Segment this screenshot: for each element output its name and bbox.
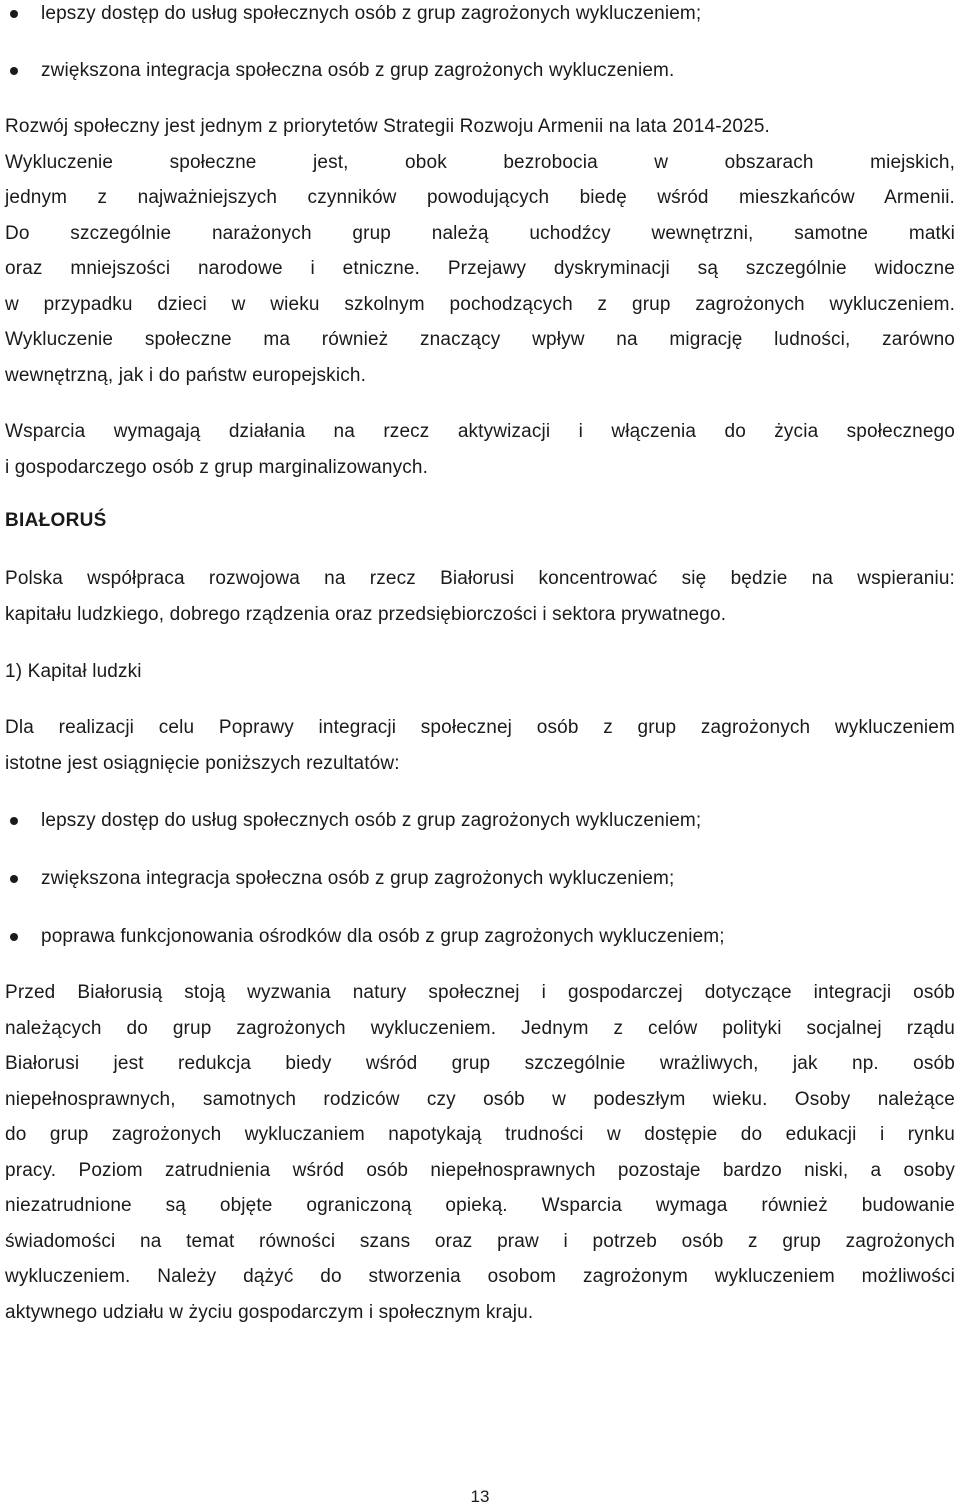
paragraph-line: Do szczególnie narażonych grup należą uchodźcy wewnętrzni, samotne matki [5, 222, 955, 244]
paragraph-line: oraz mniejszości narodowe i etniczne. Przejawy dyskryminacji są szczególnie widoczne [5, 258, 955, 279]
list-item-text: lepszy dostęp do usług społecznych osób z grup zagrożonych wykluczeniem; [41, 810, 702, 831]
paragraph-line: wykluczeniem. Należy dążyć do stworzenia osobom zagrożonym wykluczeniem możliwości [5, 1266, 955, 1287]
page-number: 13 [470, 1487, 490, 1506]
list-item-text: poprawa funkcjonowania ośrodków dla osób z grup zagrożonych wykluczeniem; [41, 926, 725, 947]
paragraph-line: do grup zagrożonych wykluczaniem napotykają trudności w dostępie do edukacji i rynku [5, 1124, 955, 1145]
paragraph-line: niezatrudnione są objęte ograniczoną opieką. Wsparcia wymaga również budowanie [5, 1195, 955, 1216]
goal-paragraph [5, 710, 955, 781]
list-item-text: lepszy dostęp do usług społecznych osób z grup zagrożonych wykluczeniem; [41, 3, 702, 24]
bullet-icon [10, 10, 18, 18]
paragraph-line: Dla realizacji celu Poprawy integracji społecznej osób z grup zagrożonych wykluczeniem [5, 717, 955, 738]
paragraph-line: kapitału ludzkiego, dobrego rządzenia oraz przedsiębiorczości i sektora prywatnego. [5, 603, 727, 625]
list-item [0, 803, 960, 839]
belarus-intro-paragraph [5, 561, 955, 632]
list-item [0, 53, 960, 89]
paragraph-line: należących do grup zagrożonych wykluczeniem. Jednym z celów polityki socjalnej rządu [5, 1017, 955, 1039]
bullet-icon [10, 933, 18, 941]
paragraph-line: niepełnosprawnych, samotnych rodziców czy osób w podeszłym wieku. Osoby należące [5, 1088, 955, 1110]
paragraph-line: wewnętrzną, jak i do państw europejskich. [5, 364, 366, 386]
paragraph-line: i gospodarczego osób z grup marginalizowanych. [5, 456, 429, 478]
list-item [0, 0, 960, 32]
support-paragraph [5, 414, 955, 485]
paragraph-line: aktywnego udziału w życiu gospodarczym i społecznym kraju. [5, 1301, 534, 1323]
paragraph-line: Wykluczenie społeczne ma również znaczący wpływ na migrację ludności, zarówno [5, 329, 955, 350]
paragraph-line: świadomości na temat równości szans oraz praw i potrzeb osób z grup zagrożonych [5, 1230, 955, 1252]
subsection-heading: 1) Kapitał ludzki [5, 661, 142, 682]
paragraph-line: Rozwój społeczny jest jednym z priorytetów Strategii Rozwoju Armenii na lata 2014-2025. [5, 116, 770, 137]
paragraph-line: pracy. Poziom zatrudnienia wśród osób niepełnosprawnych pozostaje bardzo niski, a osoby [5, 1159, 955, 1181]
paragraph-line: Przed Białorusią stoją wyzwania natury społecznej i gospodarczej dotyczące integracji osób [5, 982, 955, 1003]
list-item-text: zwiększona integracja społeczna osób z grup zagrożonych wykluczeniem. [41, 60, 675, 81]
paragraph-line: jednym z najważniejszych czynników powodujących biedę wśród mieszkańców Armenii. [5, 187, 955, 208]
paragraph-line: Polska współpraca rozwojowa na rzecz Białorusi koncentrować się będzie na wspieraniu: [5, 568, 955, 589]
paragraph-line: istotne jest osiągnięcie poniższych rezultatów: [5, 752, 400, 774]
closing-paragraph [5, 975, 955, 1330]
list-item-text: zwiększona integracja społeczna osób z grup zagrożonych wykluczeniem; [41, 868, 675, 889]
list-item [0, 919, 960, 955]
paragraph-line: Wsparcia wymagają działania na rzecz aktywizacji i włączenia do życia społecznego [5, 421, 955, 442]
armenia-paragraph [5, 109, 955, 393]
paragraph-line: Białorusi jest redukcja biedy wśród grup szczególnie wrażliwych, jak np. osób [5, 1053, 955, 1074]
paragraph-line: Wykluczenie społeczne jest, obok bezrobocia w obszarach miejskich, [5, 151, 955, 173]
bullet-icon [10, 67, 18, 75]
bullet-icon [10, 817, 18, 825]
section-heading-belarus: BIAŁORUŚ [5, 510, 107, 531]
list-item [0, 861, 960, 897]
paragraph-line: w przypadku dzieci w wieku szkolnym pochodzących z grup zagrożonych wykluczeniem. [5, 293, 955, 315]
bullet-icon [10, 875, 18, 883]
